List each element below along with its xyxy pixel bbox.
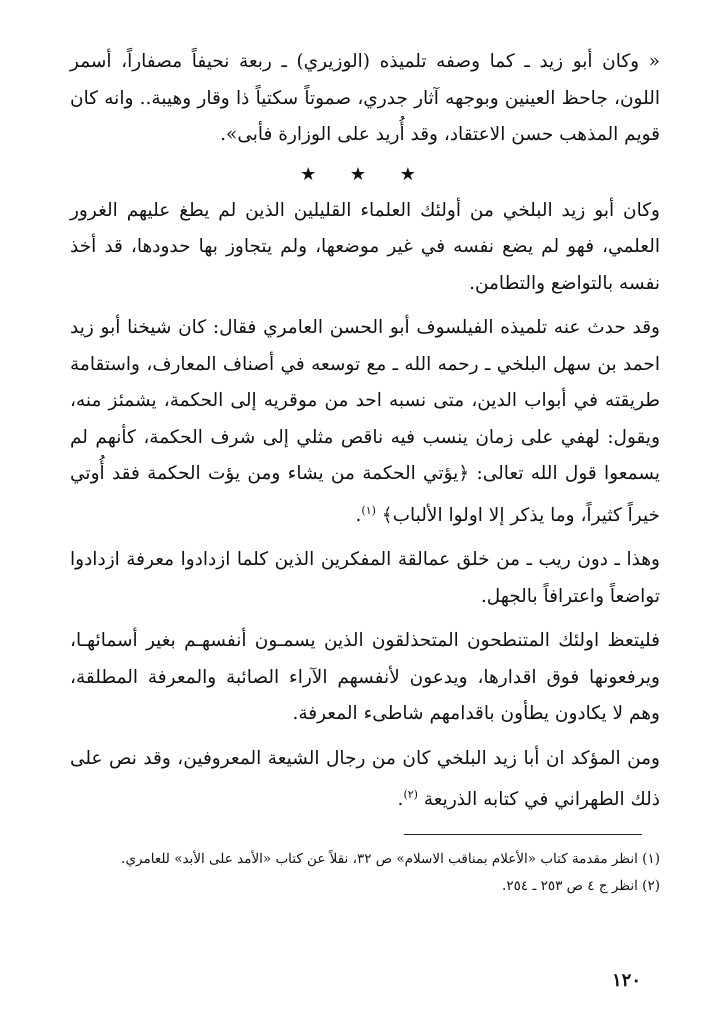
footnote-1: (١) انظر مقدمة كتاب «الأعلام بمناقب الاسلام» ص ٣٢، نقلاً عن كتاب «الأمد على الأبد» للعامري.	[121, 851, 660, 867]
paragraph-shia-text: ومن المؤكد ان أبا زيد البلخي كان من رجال الشيعة المعروفين، وقد نص على ذلك الطهراني في كتابه الذريعة	[70, 747, 660, 811]
page-body	[70, 44, 660, 827]
paragraph-modesty: وكان أبو زيد البلخي من أولئك العلماء القليلين الذين لم يطغ عليهم الغرور العلمي، فهو لم يضع نفسه في غير موضعها، ولم يتجاوز بها حدودها، قد أخذ نفسه بالتواضع والتطامن.	[70, 199, 660, 294]
section-separator: ★ ★ ★	[300, 163, 430, 185]
paragraph-amiri-account	[70, 310, 660, 534]
footnote-ref-2: (٢)	[403, 788, 418, 802]
footnote-divider	[404, 834, 642, 835]
paragraph-quote: « وكان أبو زيد ـ كما وصفه تلميذه (الوزيري) ـ ربعة نحيفاً مصفاراً، أسمر اللون، جاحظ العينين وبوجهه آثار جدري، صموتاً سكتياً ذا وقار وهيبة.. وانه كان قويم المذهب حسن الاعتقاد، وقد أُريد على الوزارة فأبى».	[70, 51, 660, 145]
paragraph-shia	[70, 741, 660, 819]
paragraph-shia-end: .	[397, 789, 404, 811]
paragraph-amiri-end: .	[355, 504, 362, 526]
footnote-2: (٢) انظر ج ٤ ص ٢٥٣ ـ ٢٥٤.	[502, 878, 660, 894]
paragraph-warning: فليتعظ اولئك المتنطحون المتحذلقون الذين يسمـون أنفسهـم بغير أسمائهـا، ويرفعونها فوق اقدارها، ويدعون لأنفسهم الآراء الصائبة والمعرفة المطلقة، وهم لا يكادون يطأون باقدامهم شاطىء المعرفة.	[70, 630, 660, 725]
footnote-ref-1: (١)	[361, 503, 376, 517]
paragraph-amiri-text: وقد حدث عنه تلميذه الفيلسوف أبو الحسن العامري فقال: كان شيخنا أبو زيد احمد بن سهل البلخي ـ رحمه الله ـ مع توسعه في أصناف المعارف، واستقامة طريقته في أبواب الدين، متى نسبه احد من موقريه إلى الحكمة، يشمئز منه، ويقول: لهفي على زمان ينسب فيه ناقص مثلي إلى شرف الحكمة، كأنهم لم يسمعوا قول الله تعالى: ﴿يؤتي الحكمة من يشاء ومن يؤت الحكمة فقد أُوتي خيراً كثيراً، وما يذكر إلا اولوا الألباب﴾	[70, 317, 660, 526]
footnotes	[70, 846, 660, 900]
paragraph-giants: وهذا ـ دون ريب ـ من خلق عمالقة المفكرين الذين كلما ازدادوا معرفة ازدادوا تواضعاً واعترافاً بالجهل.	[70, 549, 660, 607]
page-number: ١٢٠	[612, 970, 642, 991]
